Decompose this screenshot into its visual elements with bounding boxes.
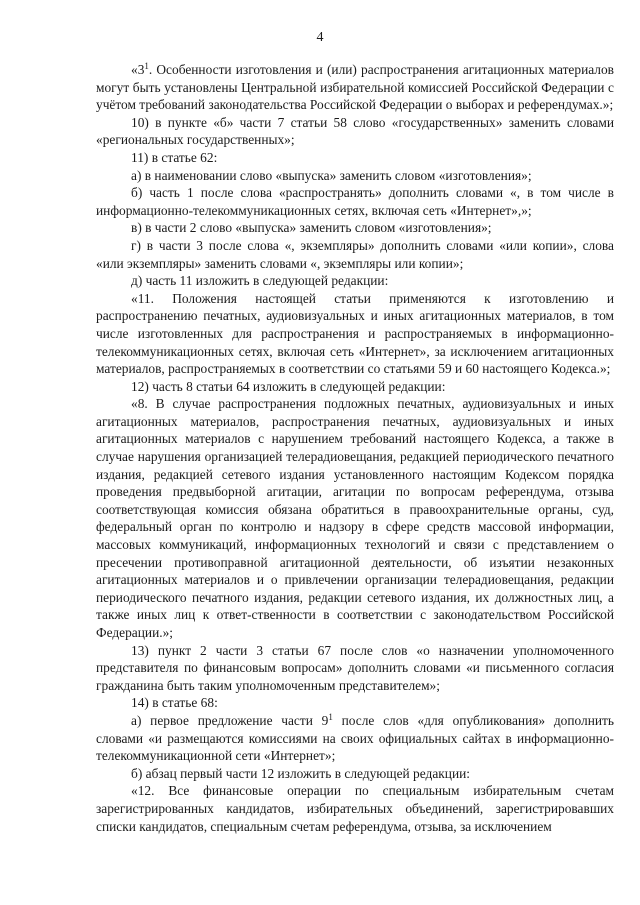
paragraph-text: . Особенности изготовления и (или) распространения агитационных материалов могут быть установлены Центральной избирательной комиссией Российской Федерации с учётом требований законодательства Российской Федерации о выборах и референдумах.»; [96,62,614,113]
paragraph-text: после слов «для опубликования» дополнить словами «и размещаются комиссиями на своих официальных сайтах в информационно-телекоммуникационной сети «Интернет»; [96,712,614,764]
paragraph: «12. Все финансовые операции по специальным избирательным счетам зарегистрированных кандидатов, избирательных объединений, зарегистрировавших списки кандидатов, специальным счетам референдума, отзыва, за исключением [96,783,614,834]
paragraph: б) абзац первый части 12 изложить в следующей редакции: [131,765,470,781]
paragraph-text: «3 [131,62,145,77]
paragraph: 11) в статье 62: [131,149,218,165]
paragraph: в) в части 2 слово «выпуска» заменить словом «изготовления»; [131,220,492,236]
paragraph: 14) в статье 68: [131,695,218,711]
paragraph: д) часть 11 изложить в следующей редакции: [131,273,389,289]
document-body [96,61,614,835]
paragraph: 13) пункт 2 части 3 статьи 67 после слов «о назначении уполномоченного представителя по финансовым вопросам» дополнить словами «и письменного согласия гражданина быть таким уполномоченным представителем»; [96,642,614,693]
paragraph [96,61,614,114]
paragraph: «8. В случае распространения подложных печатных, аудиовизуальных и иных агитационных материалов, распространения печатных, аудиовизуальных и иных агитационных материалов с нарушением требований настоящего Кодекса, а также в случае нарушения организацией телерадиовещания, редакцией периодического печатного издания, редакцией сетевого издания установленного настоящим Кодексом порядка проведения предвыборной агитации, агитации по вопросам референдума, отзыва соответствующая комиссия обязана обратиться в правоохранительные органы, суд, федеральный орган по контролю и надзору в сфере средств массовой информации, массовых коммуникаций, информационных технологий и связи с представлением о пресечении противоправной агитационной деятельности, об изъятии незаконных агитационных материалов и о привлечении организации телерадиовещания, редакции периодического печатного издания, редакции сетевого издания, их должностных лиц, а также иных лиц к ответ-ственности в соответствии с законодательством Российской Федерации.»; [96,396,614,640]
superscript: 1 [144,61,149,71]
paragraph: 10) в пункте «б» части 7 статьи 58 слово «государственных» заменить словами «региональных государственных»; [96,114,614,148]
paragraph: «11. Положения настоящей статьи применяются к изготовлению и распространению печатных, аудиовизуальных и иных агитационных материалов, в том числе изготовленных для распространения и распространяемых в информационно-телекоммуникационных сетях, включая сеть «Интернет», за исключением агитационных материалов, распространяемых в соответствии со статьями 59 и 60 настоящего Кодекса.»; [96,290,614,377]
paragraph: б) часть 1 после слова «распространять» дополнить словами «, в том числе в информационно-телекоммуникационных сетях, включая сеть «Интернет»,»; [96,185,614,218]
superscript: 1 [328,711,333,722]
paragraph [96,712,614,765]
page-number: 4 [316,30,324,45]
paragraph: а) в наименовании слово «выпуска» заменить словом «изготовления»; [131,167,532,183]
paragraph: 12) часть 8 статьи 64 изложить в следующей редакции: [131,378,446,394]
paragraph: г) в части 3 после слова «, экземпляры» дополнить словами «или копии», слова «или экземпляры» заменить словами «, экземпляры или копии»; [96,237,614,271]
paragraph-text: а) первое предложение части 9 [131,712,329,728]
